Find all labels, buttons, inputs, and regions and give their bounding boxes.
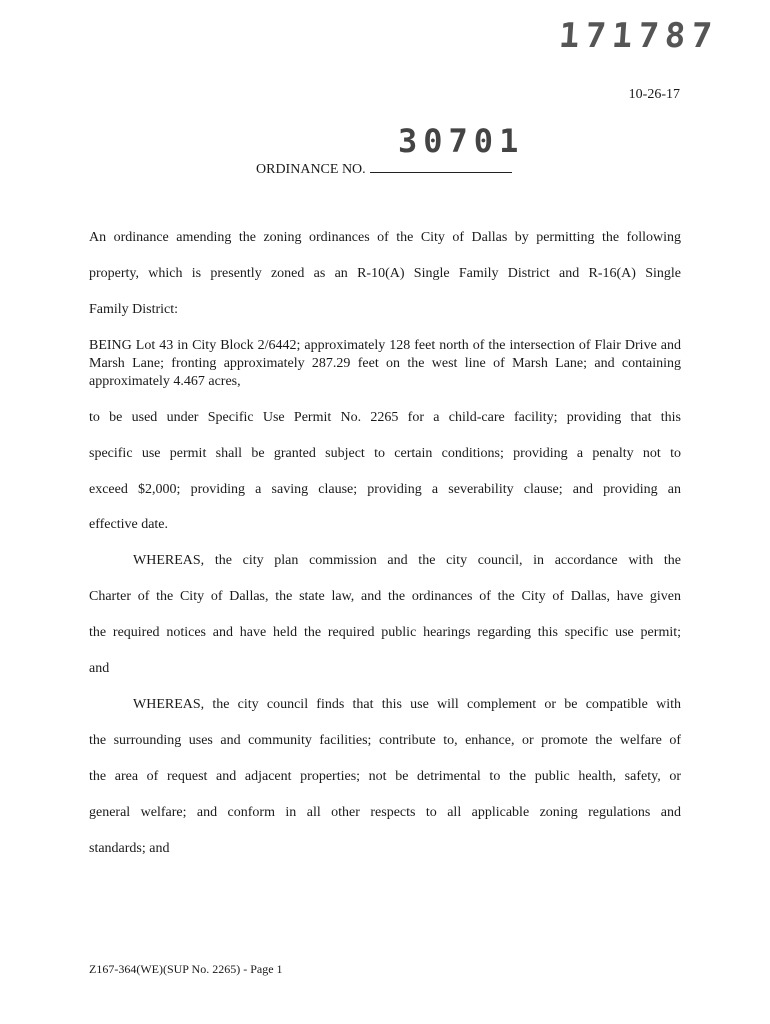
purpose-line-2: specific use permit shall be granted subject to certain conditions; providing a penalty not to bbox=[89, 446, 681, 461]
whereas-2-line-2: the surrounding uses and community facilities; contribute to, enhance, or promote the welfare of bbox=[89, 733, 681, 748]
ordinance-number-line bbox=[256, 160, 512, 178]
document-date: 10-26-17 bbox=[628, 87, 680, 102]
whereas-1-line-4: and bbox=[89, 661, 110, 676]
purpose-line-4: effective date. bbox=[89, 517, 169, 532]
property-description: BEING Lot 43 in City Block 2/6442; approximately 128 feet north of the intersection of Flair Drive and Marsh Lane; fronting approximately 287.29 feet on the west line of Marsh Lane; and containing approximately 4.467 acres, bbox=[89, 338, 681, 389]
whereas-2-line-5: standards; and bbox=[89, 841, 170, 856]
page-footer: Z167-364(WE)(SUP No. 2265) - Page 1 bbox=[89, 962, 283, 976]
ordinance-blank-line bbox=[370, 160, 512, 173]
whereas-2-line-3: the area of request and adjacent properties; not be detrimental to the public health, safety, or bbox=[89, 769, 681, 784]
purpose-line-1: to be used under Specific Use Permit No. 2265 for a child-care facility; providing that this bbox=[89, 410, 681, 425]
whereas-2-line-4: general welfare; and conform in all other respects to all applicable zoning regulations and bbox=[89, 805, 681, 820]
ordinance-label: ORDINANCE NO. bbox=[256, 162, 366, 177]
handwritten-ordinance-number: 30701 bbox=[398, 122, 525, 160]
intro-line-1: An ordinance amending the zoning ordinances of the City of Dallas by permitting the following bbox=[89, 230, 681, 245]
whereas-1-line-1: WHEREAS, the city plan commission and the city council, in accordance with the bbox=[133, 553, 681, 568]
whereas-1-line-2: Charter of the City of Dallas, the state law, and the ordinances of the City of Dallas, have given bbox=[89, 589, 681, 604]
purpose-line-3: exceed $2,000; providing a saving clause; providing a severability clause; and providing an bbox=[89, 482, 681, 497]
whereas-2-line-1: WHEREAS, the city council finds that this use will complement or be compatible with bbox=[133, 697, 681, 712]
intro-line-2: property, which is presently zoned as an R-10(A) Single Family District and R-16(A) Single bbox=[89, 266, 681, 281]
whereas-1-line-3: the required notices and have held the required public hearings regarding this specific use permit; bbox=[89, 625, 681, 640]
stamped-file-number: 171787 bbox=[557, 16, 720, 56]
intro-line-3: Family District: bbox=[89, 302, 179, 317]
